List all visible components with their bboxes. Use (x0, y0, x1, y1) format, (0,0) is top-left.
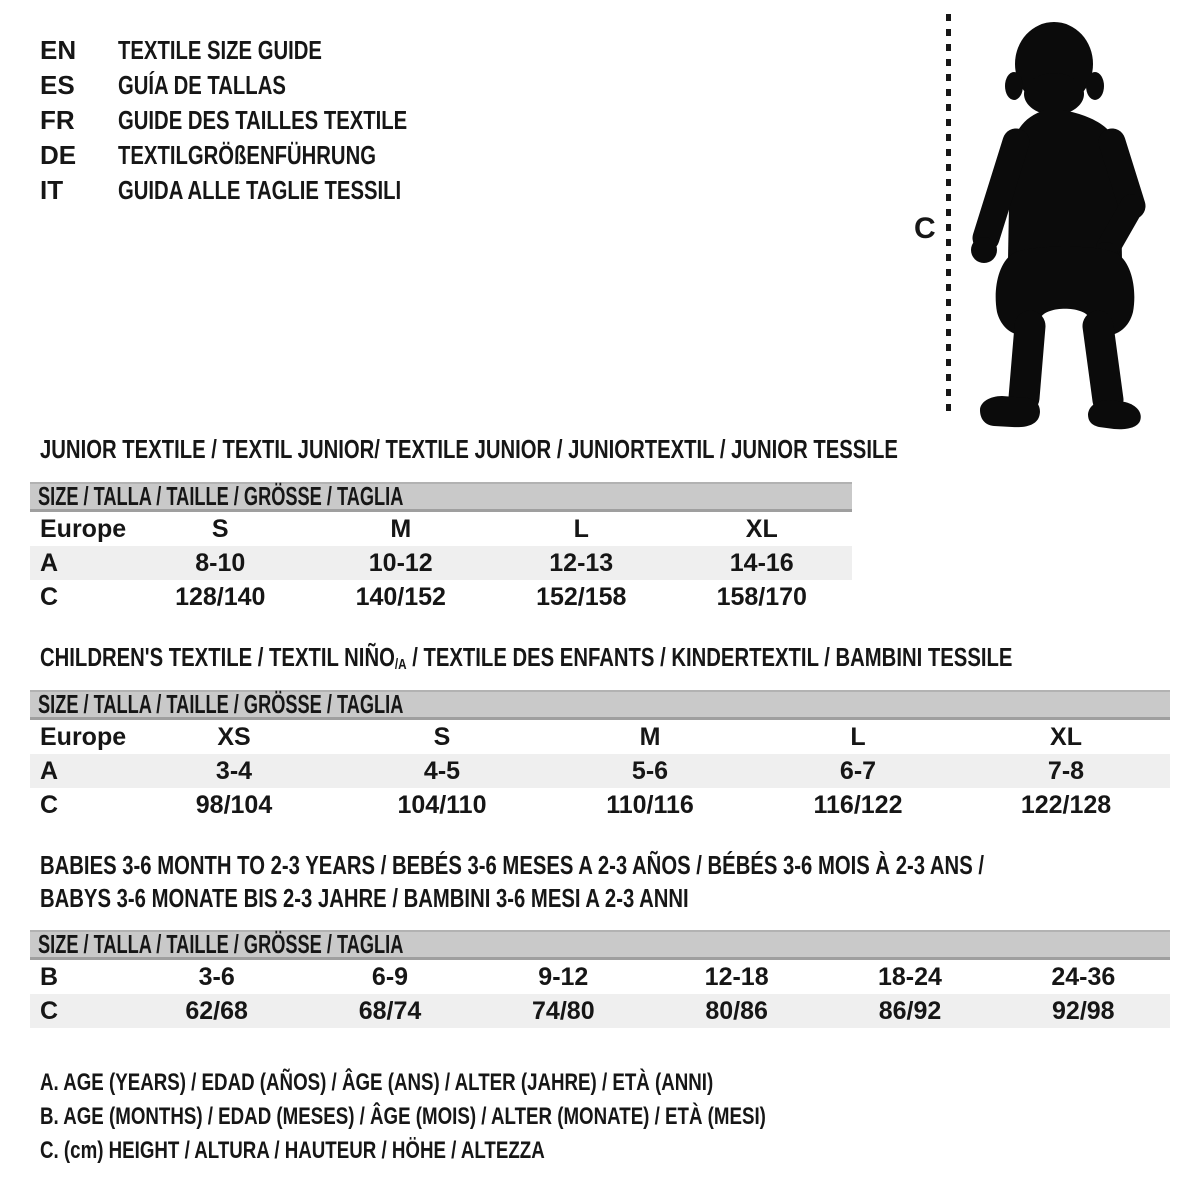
table-row-europe (30, 512, 852, 546)
table-cell: 98/104 (195, 790, 273, 819)
size-header-bar (30, 690, 1170, 720)
height-measure-label: C (914, 212, 936, 245)
row-label: Europe (40, 514, 127, 543)
table-cell: 9-12 (538, 962, 589, 991)
size-header-label: SIZE / TALLA / TAILLE / GRÖSSE / TAGLIA (38, 929, 404, 959)
table-cell: 10-12 (368, 548, 433, 577)
language-label: GUÍA DE TALLAS (118, 70, 286, 100)
table-cell: 122/128 (1020, 790, 1112, 819)
language-code: FR (40, 105, 75, 135)
language-code: DE (40, 140, 77, 170)
table-cell: 80/86 (705, 996, 768, 1025)
table-cell: 18-24 (878, 962, 942, 991)
table-cell: 152/158 (536, 582, 627, 611)
language-label: TEXTILGRÖßENFÜHRUNG (118, 140, 376, 170)
children-title-post: / TEXTILE DES ENFANTS / KINDERTEXTIL / BAMBINI TESSILE (406, 642, 1013, 672)
table-cell: XL (1050, 722, 1082, 751)
babies-section-title-line2 (40, 882, 872, 914)
language-code: ES (40, 70, 75, 100)
table-cell: 24-36 (1051, 962, 1116, 991)
legend-line-b-text: B. AGE (MONTHS) / EDAD (MESES) / ÂGE (MOIS) / ALTER (MONATE) / ETÀ (MESI) (40, 1103, 766, 1130)
language-row (40, 173, 489, 208)
size-header-label: SIZE / TALLA / TAILLE / GRÖSSE / TAGLIA (38, 481, 404, 511)
children-size-table (30, 690, 1170, 822)
height-measure-dotted-line (946, 14, 951, 416)
table-row-age-months (30, 960, 1170, 994)
size-header-bar (30, 482, 852, 512)
legend-line-a (40, 1066, 971, 1100)
babies-size-table (30, 930, 1170, 1028)
size-header-label: SIZE / TALLA / TAILLE / GRÖSSE / TAGLIA (38, 689, 404, 719)
table-cell: M (639, 722, 661, 751)
table-cell: 12-13 (549, 548, 614, 577)
language-code: IT (40, 175, 64, 205)
table-cell: M (390, 514, 412, 543)
junior-section-title (40, 433, 1140, 465)
table-cell: XS (217, 722, 251, 751)
table-cell: 104/110 (397, 790, 487, 819)
language-label: GUIDA ALLE TAGLIE TESSILI (118, 175, 402, 205)
row-label: A (40, 756, 59, 785)
table-cell: 68/74 (358, 996, 422, 1025)
table-cell: S (211, 514, 229, 543)
legend (40, 1066, 971, 1168)
language-code: EN (40, 35, 77, 65)
children-section-title-text (40, 641, 1012, 681)
table-cell: L (573, 514, 589, 543)
table-row-europe (30, 720, 1170, 754)
junior-size-table (30, 482, 852, 614)
table-cell: 74/80 (532, 996, 595, 1025)
table-cell: 3-6 (198, 962, 235, 991)
row-label: C (40, 996, 59, 1025)
table-cell: 6-9 (371, 962, 409, 991)
table-row-height (30, 994, 1170, 1028)
table-cell: S (433, 722, 451, 751)
table-cell: 6-7 (839, 756, 877, 785)
table-cell: 7-8 (1047, 756, 1085, 785)
babies-section-title-line1 (40, 849, 1200, 881)
baby-silhouette (962, 10, 1167, 430)
row-label: B (40, 962, 59, 991)
babies-title-line1-text: BABIES 3-6 MONTH TO 2-3 YEARS / BEBÉS 3-6 MESES A 2-3 AÑOS / BÉBÉS 3-6 MOIS À 2-3 ANS / (40, 850, 984, 880)
babies-title-line2-text: BABYS 3-6 MONATE BIS 2-3 JAHRE / BAMBINI 3-6 MESI A 2-3 ANNI (40, 883, 689, 913)
row-label: A (40, 548, 59, 577)
table-cell: 140/152 (355, 582, 446, 611)
table-cell: 62/68 (185, 996, 248, 1025)
table-row-age-years (30, 754, 1170, 788)
table-cell: 86/92 (878, 996, 942, 1025)
table-row-height (30, 788, 1170, 822)
junior-section-title-text: JUNIOR TEXTILE / TEXTIL JUNIOR/ TEXTILE JUNIOR / JUNIORTEXTIL / JUNIOR TESSILE (40, 434, 898, 464)
table-cell: 8-10 (195, 548, 246, 577)
row-label: Europe (40, 722, 127, 751)
language-row (40, 68, 489, 103)
legend-line-a-text: A. AGE (YEARS) / EDAD (AÑOS) / ÂGE (ANS) / ALTER (JAHRE) / ETÀ (ANNI) (40, 1069, 714, 1096)
table-cell: 5-6 (631, 756, 669, 785)
size-header-bar (30, 930, 1170, 960)
table-cell: 110/116 (606, 790, 694, 819)
legend-line-c (40, 1134, 971, 1168)
language-row (40, 138, 489, 173)
table-cell: 14-16 (729, 548, 794, 577)
table-row-height (30, 580, 852, 614)
table-cell: XL (745, 514, 778, 543)
language-list (40, 33, 489, 208)
table-cell: 4-5 (423, 756, 461, 785)
row-label: C (40, 582, 59, 611)
language-label: GUIDE DES TAILLES TEXTILE (118, 105, 408, 135)
language-row (40, 103, 489, 138)
table-cell: 92/98 (1052, 996, 1115, 1025)
children-title-pre: CHILDREN'S TEXTILE / TEXTIL NIÑO (40, 642, 395, 672)
table-cell: 3-4 (215, 756, 253, 785)
children-section-title (40, 641, 1200, 681)
table-cell: 116/122 (813, 790, 903, 819)
legend-line-c-text: C. (cm) HEIGHT / ALTURA / HAUTEUR / HÖHE / ALTEZZA (40, 1137, 545, 1164)
row-label: C (40, 790, 59, 819)
table-cell: 12-18 (704, 962, 769, 991)
table-cell: 158/170 (716, 582, 807, 611)
table-row-age-years (30, 546, 852, 580)
language-row (40, 33, 489, 68)
legend-line-b (40, 1100, 971, 1134)
children-title-subscript: /A (394, 656, 407, 673)
table-cell: 128/140 (175, 582, 266, 611)
table-cell: L (850, 722, 866, 751)
language-label: TEXTILE SIZE GUIDE (118, 35, 322, 65)
